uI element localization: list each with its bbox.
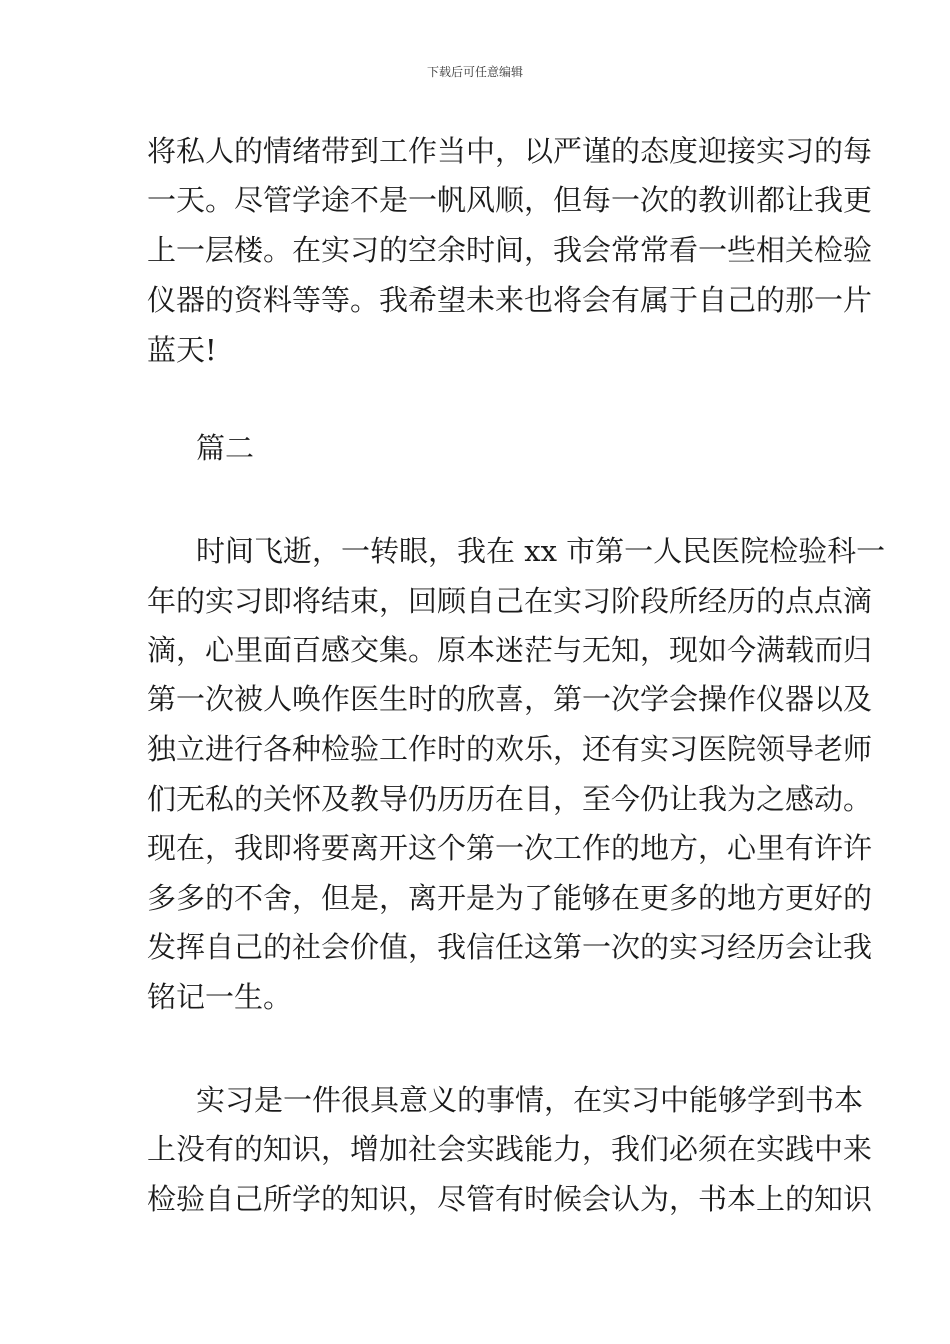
text-line: 年的实习即将结束，回顾自己在实习阶段所经历的点点滴 (147, 584, 873, 618)
text-line: 多多的不舍，但是，离开是为了能够在更多的地方更好的 (147, 881, 873, 915)
text-line: 将私人的情绪带到工作当中，以严谨的态度迎接实习的每 (147, 134, 873, 168)
text-line: 第一次被人唤作医生时的欣喜，第一次学会操作仪器以及 (147, 682, 873, 716)
text-line: 时间飞逝，一转眼，我在 xx 市第一人民医院检验科一 (196, 534, 886, 568)
text-line: 实习是一件很具意义的事情，在实习中能够学到书本 (196, 1083, 864, 1117)
text-line: 们无私的关怀及教导仍历历在目，至今仍让我为之感动。 (147, 782, 873, 816)
text-line: 滴，心里面百感交集。原本迷茫与无知，现如今满载而归 (147, 633, 873, 667)
text-line: 检验自己所学的知识，尽管有时候会认为，书本上的知识 (147, 1182, 873, 1216)
text-line: 独立进行各种检验工作时的欢乐，还有实习医院领导老师 (147, 732, 873, 766)
text-line: 发挥自己的社会价值，我信任这第一次的实习经历会让我 (147, 930, 873, 964)
text-line: 上没有的知识，增加社会实践能力，我们必须在实践中来 (147, 1132, 873, 1166)
text-line: 仪器的资料等等。我希望未来也将会有属于自己的那一片 (147, 283, 873, 317)
text-line: 一天。尽管学途不是一帆风顺，但每一次的教训都让我更 (147, 183, 873, 217)
text-line: 现在，我即将要离开这个第一次工作的地方，心里有许许 (147, 831, 873, 865)
page-header: 下载后可任意编辑 (426, 65, 523, 79)
text-line: 铭记一生。 (147, 980, 293, 1014)
text-line: 上一层楼。在实习的空余时间，我会常常看一些相关检验 (147, 233, 873, 267)
section-heading: 篇二 (196, 431, 255, 465)
text-line: 蓝天! (147, 333, 217, 367)
